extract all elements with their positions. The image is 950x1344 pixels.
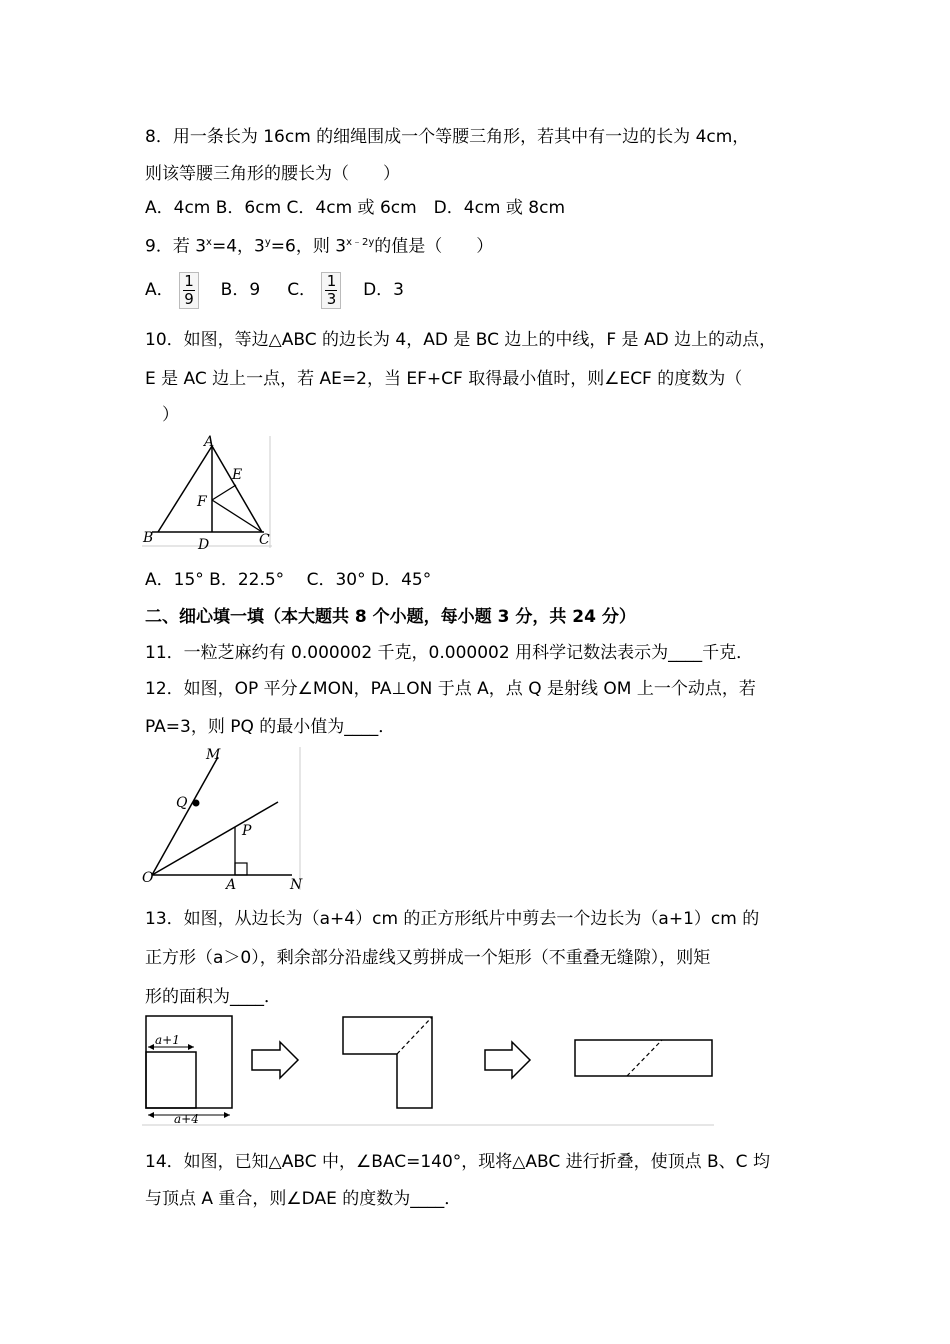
arrow-right-icon: [485, 1042, 530, 1078]
section-2-heading: 二、细心填一填（本大题共 8 个小题，每小题 3 分，共 24 分）: [145, 607, 636, 627]
q9-option-d: D．3: [363, 280, 404, 300]
q12-label-o: O: [142, 870, 154, 886]
q12-label-p: P: [242, 823, 252, 839]
q9-stem-d: 的值是（ ）: [374, 236, 494, 257]
q8-stem-line1: 8．用一条长为 16cm 的细绳围成一个等腰三角形，若其中有一边的长为 4cm，: [145, 127, 750, 147]
q12-stem-line2: PA=3，则 PQ 的最小值为____．: [145, 717, 396, 737]
q9-fraction-one-ninth: $\frac{1}{9}$: [179, 272, 199, 309]
q10-label-d: D: [198, 537, 210, 552]
q9-sup-xy: x﹣2y: [346, 237, 375, 248]
q10-stem-line1: 10．如图，等边△ABC 的边长为 4，AD 是 BC 边上的中线，F 是 AD 边上的动点，: [145, 330, 777, 350]
q10-label-e: E: [232, 467, 243, 483]
q9-options: [145, 270, 404, 310]
q12-label-m: M: [206, 747, 221, 763]
q13-label-a-plus-1: a+1: [155, 1033, 180, 1047]
q12-label-q: Q: [176, 795, 188, 811]
q8-stem-line2: 则该等腰三角形的腰长为（ ）: [145, 164, 400, 184]
q12-label-n: N: [290, 877, 303, 893]
q11-stem: 11．一粒芝麻约有 0.000002 千克，0.000002 用科学记数法表示为____千克．: [145, 643, 754, 663]
q13-label-a-plus-4: a+4: [174, 1112, 199, 1126]
q13-stem-line3: 形的面积为____．: [145, 987, 281, 1007]
q10-label-f: F: [197, 494, 207, 510]
q10-stem-line2: E 是 AC 边上一点，若 AE=2，当 EF+CF 取得最小值时，则∠ECF 的度数为（: [145, 369, 743, 389]
q9-sup-x: x: [206, 237, 212, 248]
q14-stem-line1: 14．如图，已知△ABC 中，∠BAC=140°，现将△ABC 进行折叠，使顶点 B、C 均: [145, 1152, 770, 1172]
q12-angle-figure: [140, 745, 305, 893]
q8-options: A．4cm B．6cm C．4cm 或 6cm D．4cm 或 8cm: [145, 198, 566, 218]
q10-label-a: A: [204, 434, 215, 450]
q9-option-c-label: C．: [287, 280, 317, 300]
q12-label-a: A: [226, 877, 237, 893]
q13-cut-paste-figure: [140, 1010, 715, 1130]
q10-label-b: B: [143, 530, 154, 546]
q10-options: A．15° B．22.5° C．30° D．45°: [145, 570, 432, 590]
arrow-right-icon: [252, 1042, 298, 1078]
q10-label-c: C: [259, 532, 270, 548]
q9-fraction-one-third: $\frac{1}{3}$: [321, 272, 341, 309]
q9-stem: [145, 231, 493, 259]
q9-stem-b: =4，3: [211, 236, 265, 257]
q10-triangle-figure: [140, 432, 275, 552]
q9-stem-a: 9．若 3: [145, 236, 207, 257]
q13-stem-line2: 正方形（a＞0），剩余部分沿虚线又剪拼成一个矩形（不重叠无缝隙），则矩: [145, 948, 711, 968]
q13-stem-line1: 13．如图，从边长为（a+4）cm 的正方形纸片中剪去一个边长为（a+1）cm 的: [145, 909, 760, 929]
q12-stem-line1: 12．如图，OP 平分∠MON，PA⊥ON 于点 A，点 Q 是射线 OM 上一个动点，若: [145, 679, 756, 699]
q9-sup-y: y: [264, 237, 271, 248]
q14-stem-line2: 与顶点 A 重合，则∠DAE 的度数为____．: [145, 1189, 462, 1209]
q9-option-b: B．9: [220, 280, 261, 300]
q9-stem-c: =6，则 3: [270, 236, 347, 257]
q10-stem-line3: ）: [145, 405, 179, 425]
q9-option-a-label: A．: [145, 280, 174, 300]
